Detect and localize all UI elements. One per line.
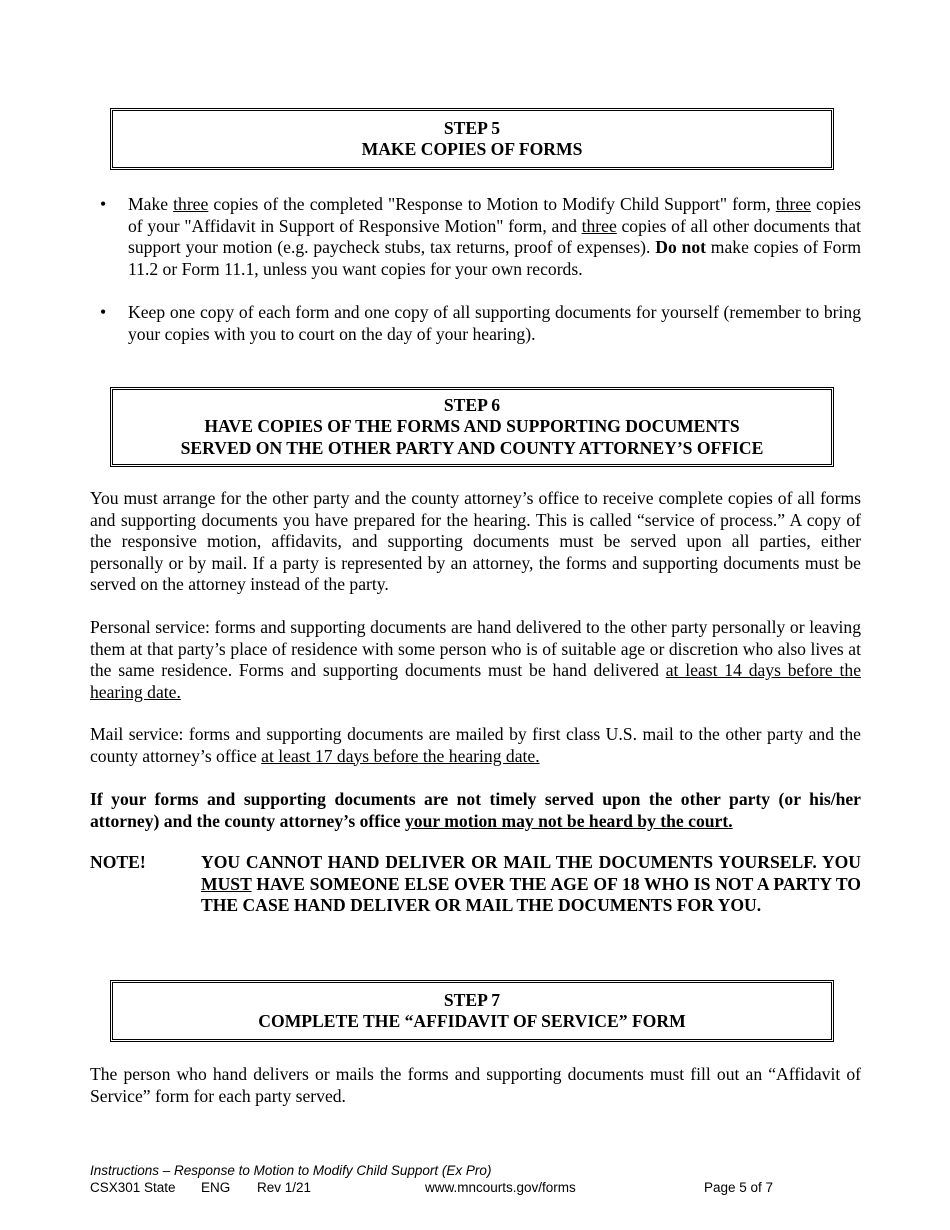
step-6-header-box [110,387,834,467]
step-6-title: STEP 6 [443,394,501,415]
page-footer [90,1162,890,1196]
step-5-header-box [110,108,834,170]
bullet-text: Make three copies of the completed "Response to Motion to Modify Child Support" form, three copies of your "Affidavit in Support of Responsive Motion" form, and three copies of all other documents that support your motion (e.g. paycheck stubs, tax returns, proof of expenses). Do not make copies of Form 11.2 or Form 11.1, unless you want copies for your own records. [128,194,862,279]
affidavit-of-service-paragraph: The person who hand delivers or mails the forms and supporting documents must fill out an “Affidavit of Service” form for each party served. [90,1064,861,1106]
step-5-title: STEP 5 [443,117,501,138]
footer-language: ENG [201,1180,231,1195]
footer-title: Instructions – Response to Motion to Modify Child Support (Ex Pro) [90,1163,492,1178]
note-text: YOU CANNOT HAND DELIVER OR MAIL THE DOCUMENTS YOURSELF. YOU MUST HAVE SOMEONE ELSE OVER THE AGE OF 18 WHO IS NOT A PARTY TO THE CASE HAND DELIVER OR MAIL THE DOCUMENTS FOR YOU. [201,852,861,915]
footer-page-number: Page 5 of 7 [704,1180,774,1195]
service-of-process-paragraph: You must arrange for the other party and the county attorney’s office to receive complete copies of all forms and supporting documents you have prepared for the hearing. This is called “service of process.” A copy of the responsive motion, affidavits, and supporting documents must be served upon all parties, either personally or by mail. If a party is represented by an attorney, the forms and supporting documents must be served on the attorney instead of the party. [90,488,861,594]
bullet-icon: • [100,194,107,214]
step-7-title: STEP 7 [443,989,501,1010]
personal-service-paragraph: Personal service: forms and supporting documents are hand delivered to the other party personally or leaving them at that party’s place of residence with some person who is of suitable age or discretion who also lives at the same residence. Forms and supporting documents must be hand delivered at least 14 days before the hearing date. [90,617,861,702]
footer-revision: Rev 1/21 [257,1180,312,1195]
footer-form-code: CSX301 State [90,1180,176,1195]
bullet-text: Keep one copy of each form and one copy of all supporting documents for yourself (remember to bring your copies with you to court on the day of your hearing). [128,302,861,344]
step-7-subtitle: COMPLETE THE “AFFIDAVIT OF SERVICE” FORM [258,1011,686,1031]
mail-service-paragraph: Mail service: forms and supporting documents are mailed by first class U.S. mail to the other party and the county attorney’s office at least 17 days before the hearing date. [90,724,861,766]
step-6-line-2: SERVED ON THE OTHER PARTY AND COUNTY ATTORNEY’S OFFICE [180,437,764,458]
bullet-icon: • [100,302,107,322]
note-label: NOTE! [90,852,146,872]
step-7-header-box [110,980,834,1042]
timely-service-warning: If your forms and supporting documents are not timely served upon the other party (or his/her attorney) and the county attorney’s office your motion may not be heard by the court. [90,789,861,831]
footer-url: www.mncourts.gov/forms [425,1180,576,1195]
step-6-line-1: HAVE COPIES OF THE FORMS AND SUPPORTING DOCUMENTS [204,416,740,437]
step-5-subtitle: MAKE COPIES OF FORMS [361,139,583,159]
